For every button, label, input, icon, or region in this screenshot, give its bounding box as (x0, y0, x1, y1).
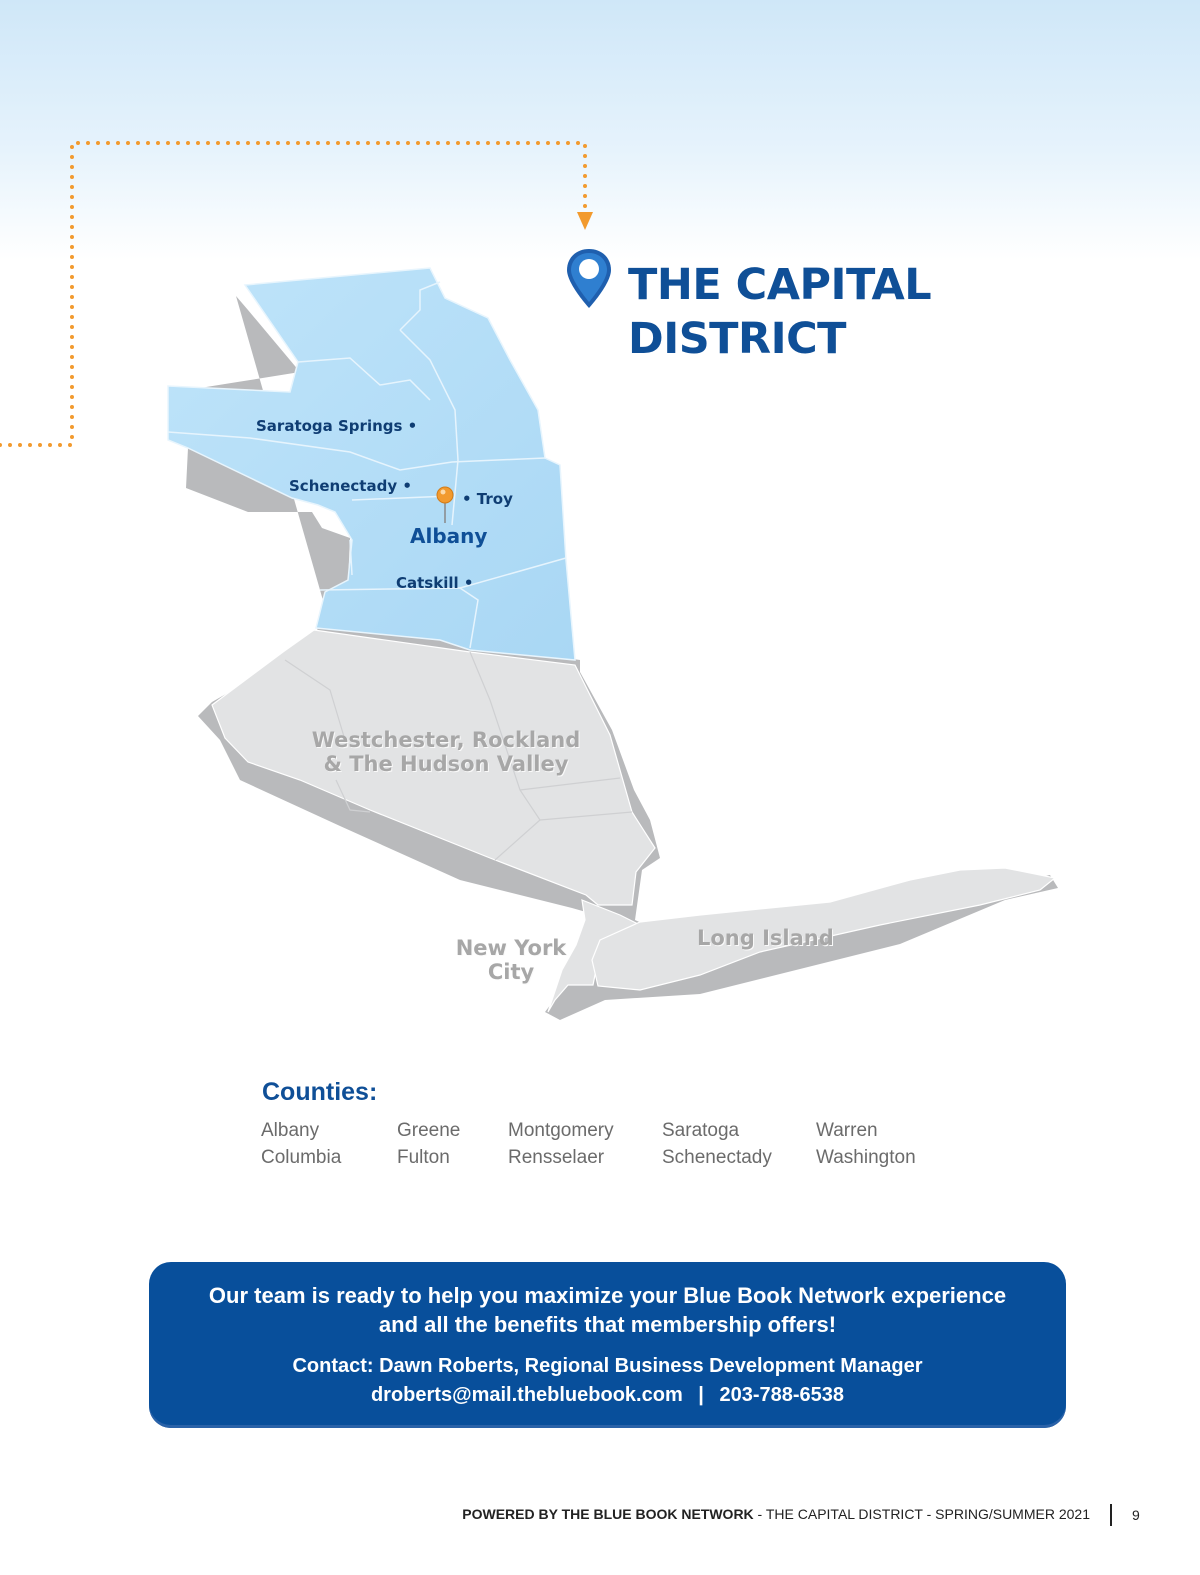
county-item: Montgomery (508, 1120, 614, 1141)
callout-contact (149, 1352, 1066, 1410)
region-label-westchester-line-2: & The Hudson Valley (323, 752, 569, 776)
county-item: Fulton (397, 1147, 450, 1168)
region-label-westchester-line-1: Westchester, Rockland (311, 728, 581, 752)
contact-separator: | (698, 1384, 704, 1406)
counties-heading: Counties: (262, 1078, 378, 1106)
city-label-albany: Albany (410, 524, 488, 548)
title-line-1: THE CAPITAL (628, 260, 932, 310)
county-item: Albany (261, 1120, 320, 1141)
region-label-long-island: Long Island (697, 926, 834, 950)
region-label-nyc (446, 936, 576, 984)
title-line-2: DISTRICT (628, 314, 846, 364)
city-label-schenectady: Schenectady • (289, 477, 412, 495)
city-label-troy: • Troy (462, 490, 513, 508)
region-label-westchester (306, 728, 586, 776)
county-item: Washington (816, 1147, 916, 1168)
contact-phone-link[interactable]: 203-788-6538 (719, 1384, 845, 1406)
contact-details-line (149, 1381, 1066, 1410)
page-number: 9 (1132, 1507, 1140, 1523)
contact-name-line: Contact: Dawn Roberts, Regional Business Development Manager (292, 1355, 923, 1377)
county-item: Saratoga (662, 1120, 740, 1141)
region-label-nyc-line-1: New York (455, 936, 567, 960)
callout-message-line-1: Our team is ready to help you maximize your Blue Book Network experience (208, 1283, 1007, 1308)
county-item: Columbia (261, 1147, 342, 1168)
footer-divider (1110, 1504, 1112, 1526)
county-item: Greene (397, 1120, 461, 1141)
region-label-nyc-line-2: City (487, 960, 535, 984)
footer-brand: POWERED BY THE BLUE BOOK NETWORK (462, 1506, 754, 1522)
county-item: Warren (816, 1120, 878, 1141)
contact-callout-box (149, 1262, 1066, 1428)
city-label-saratoga-springs: Saratoga Springs • (256, 417, 418, 435)
contact-email-link[interactable]: droberts@mail.thebluebook.com (370, 1384, 683, 1406)
footer-issue-text: - THE CAPITAL DISTRICT - SPRING/SUMMER 2021 (753, 1506, 1090, 1522)
callout-message (149, 1281, 1066, 1339)
county-item: Schenectady (662, 1147, 772, 1168)
albany-pin-icon (437, 487, 453, 503)
capital-district-regions (168, 268, 575, 660)
callout-message-line-2: and all the benefits that membership offers! (378, 1312, 837, 1337)
city-label-catskill: Catskill • (396, 574, 474, 592)
page-footer (462, 1506, 1090, 1522)
county-item: Rensselaer (508, 1147, 605, 1168)
